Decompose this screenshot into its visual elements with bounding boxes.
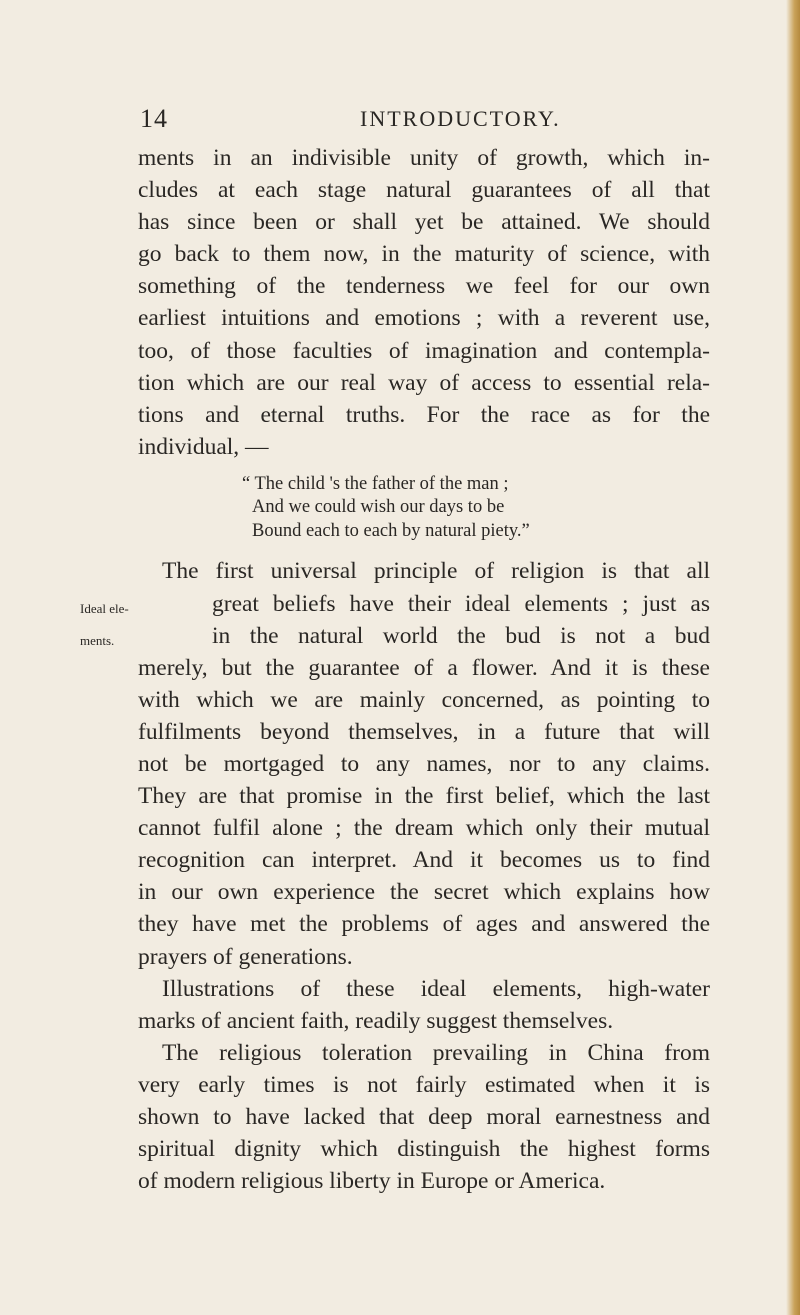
- margin-note: [80, 593, 136, 657]
- block-quote: [242, 473, 710, 544]
- text-line: fulfilments beyond themselves, in a future that will: [138, 718, 710, 745]
- text-line: recognition can interpret. And it becomes us to find: [138, 847, 710, 874]
- text-line: spiritual dignity which distinguish the highest forms: [138, 1136, 710, 1163]
- text-line: in our own experience the secret which explains how: [138, 879, 710, 906]
- page-header: [140, 104, 660, 134]
- text-line: not be mortgaged to any names, nor to any claims.: [138, 751, 710, 777]
- page-edge: [786, 0, 800, 1315]
- text-line: cludes at each stage natural guarantees of all that: [138, 177, 710, 204]
- text-line: earliest intuitions and emotions ; with a reverent use,: [138, 305, 710, 332]
- text-line: they have met the problems of ages and answered the: [138, 911, 710, 938]
- text-line: tions and eternal truths. For the race as for the: [138, 401, 710, 428]
- text-line: marks of ancient faith, readily suggest themselves.: [138, 1007, 614, 1034]
- text-line: of modern religious liberty in Europe or America.: [138, 1168, 606, 1195]
- text-line: great beliefs have their ideal elements ; just as: [212, 590, 710, 617]
- text-line: ments in an indivisible unity of growth, which in-: [138, 145, 710, 171]
- text-line: They are that promise in the first belief, which the last: [138, 783, 710, 810]
- paragraph-1: [138, 142, 710, 463]
- text-line: prayers of generations.: [138, 943, 353, 970]
- text-line: too, of those faculties of imagination and contempla-: [138, 337, 710, 364]
- margin-note-line: ments.: [80, 633, 115, 649]
- text-line: shown to have lacked that deep moral earnestness and: [138, 1104, 710, 1131]
- quote-line: Bound each to each by natural piety.”: [252, 520, 530, 541]
- paragraph-3: [138, 973, 710, 1037]
- margin-note-line: Ideal ele-: [80, 601, 129, 617]
- text-line: merely, but the guarantee of a flower. And it is these: [138, 654, 710, 681]
- text-line: The religious toleration prevailing in China from: [162, 1039, 710, 1066]
- text-line: with which we are mainly concerned, as pointing to: [138, 686, 710, 713]
- paragraph-2: [80, 555, 710, 972]
- text-line: The first universal principle of religion is that all: [162, 558, 710, 585]
- quote-line: “ The child 's the father of the man ;: [242, 473, 509, 494]
- text-line: something of the tenderness we feel for our own: [138, 273, 710, 300]
- text-line: individual, —: [138, 433, 269, 460]
- text-line: cannot fulfil alone ; the dream which only their mutual: [138, 815, 710, 842]
- quote-line: And we could wish our days to be: [252, 497, 505, 518]
- text-line: Illustrations of these ideal elements, high-water: [162, 975, 710, 1002]
- body-text: [80, 142, 710, 1197]
- text-line: in the natural world the bud is not a bud: [212, 622, 710, 649]
- page-number: 14: [140, 104, 168, 133]
- text-line: very early times is not fairly estimated when it is: [138, 1071, 710, 1098]
- running-head: INTRODUCTORY.: [360, 106, 561, 131]
- text-line: go back to them now, in the maturity of science, with: [138, 241, 710, 268]
- paragraph-4: [138, 1037, 710, 1197]
- text-line: tion which are our real way of access to essential rela-: [138, 369, 710, 396]
- text-line: has since been or shall yet be attained. We should: [138, 209, 710, 236]
